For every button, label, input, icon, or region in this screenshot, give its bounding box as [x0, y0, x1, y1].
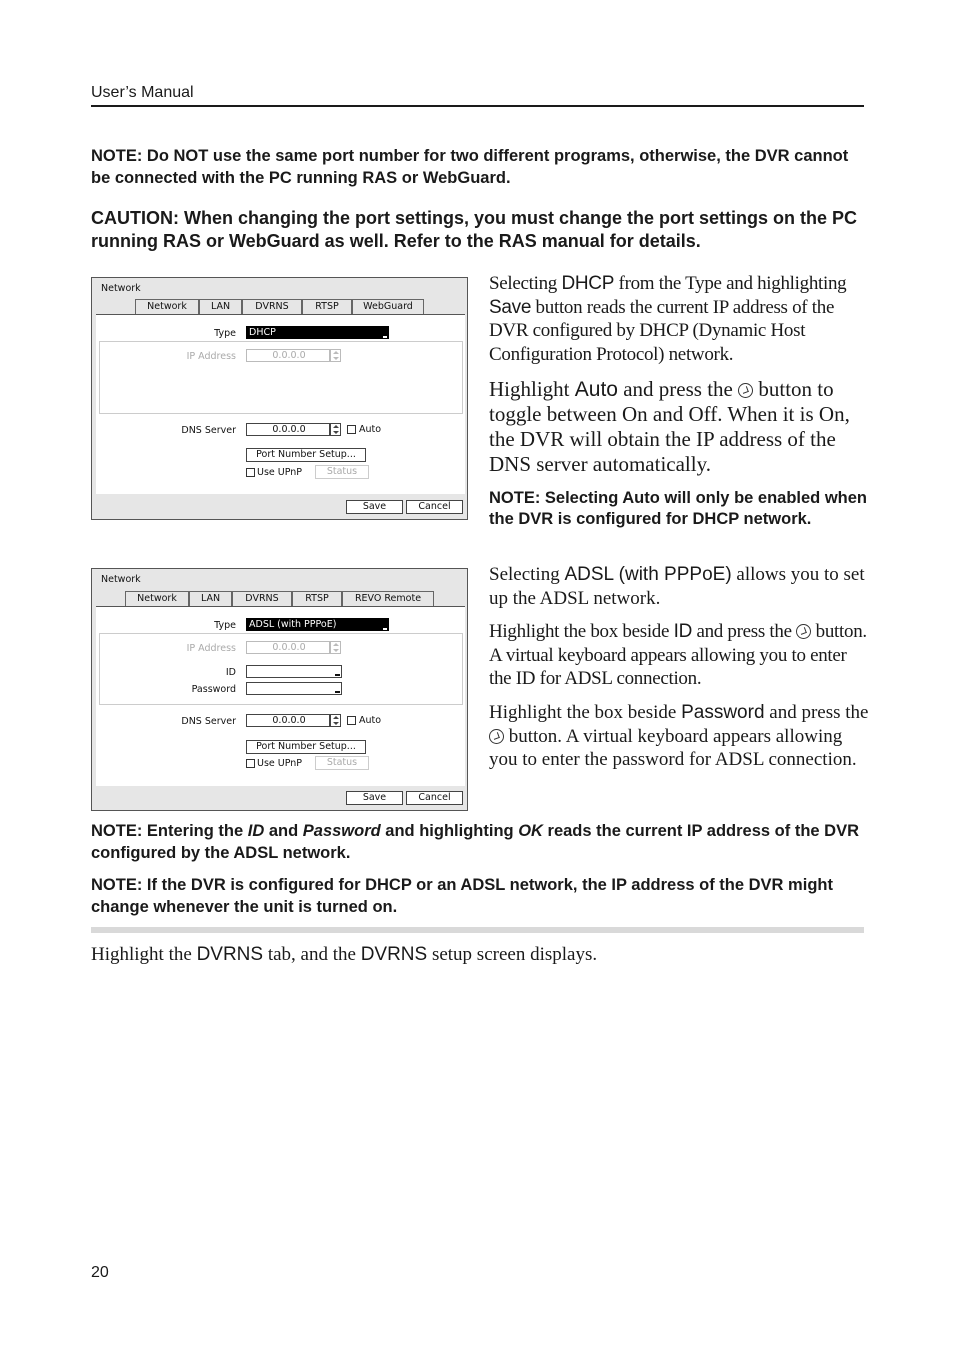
auto-text-a: Highlight: [489, 377, 575, 401]
adsl-note-c: and highlighting: [380, 822, 519, 840]
password-paragraph: [489, 701, 869, 772]
adsl-note-password: Password: [302, 822, 381, 840]
auto-label: Auto: [359, 424, 382, 435]
save-keyword: Save: [489, 296, 532, 318]
save-button[interactable]: Save: [346, 500, 403, 514]
tab-network[interactable]: Network: [135, 299, 199, 314]
adsl-paragraph: [489, 563, 869, 610]
use-upnp-label: Use UPnP: [257, 467, 303, 478]
adsl-note: [91, 821, 866, 864]
caution-note: CAUTION: When changing the port settings, you must change the port settings on the PC running RAS or WebGuard as well. Refer to the RAS manual for details.: [91, 208, 858, 251]
password-label: Password: [191, 684, 236, 695]
dns-server-field[interactable]: 0.0.0.0: [246, 714, 330, 727]
adsl-note-ok: OK: [518, 822, 543, 840]
auto-label: Auto: [359, 715, 382, 726]
auto-note: NOTE: Selecting Auto will only be enabled when the DVR is configured for DHCP network.: [489, 489, 868, 528]
running-header: User’s Manual: [91, 84, 194, 101]
cancel-button[interactable]: Cancel: [406, 500, 463, 514]
adsl-text-a: Selecting: [489, 564, 565, 585]
type-label: Type: [214, 620, 236, 631]
adsl-note-b: and: [264, 822, 303, 840]
dvrns-text-c: setup screen displays.: [427, 944, 598, 965]
adsl-keyword: ADSL (with PPPoE): [564, 564, 732, 585]
type-value: DHCP: [249, 327, 276, 338]
adsl-note-d: reads the current IP address of the DVR configured by the ADSL network.: [91, 822, 859, 862]
adsl-note-id: ID: [247, 822, 265, 840]
network-lan-screen-dhcp: [91, 277, 468, 520]
id-text-c: button. A virtual keyboard appears allowing you to enter the ID for ADSL connection.: [489, 621, 867, 689]
dhcp-text-a: Selecting: [489, 273, 562, 294]
port-number-setup-button[interactable]: Port Number Setup...: [246, 448, 366, 462]
auto-checkbox[interactable]: [347, 425, 356, 434]
password-keyword: Password: [681, 702, 765, 723]
dvrns-paragraph: [91, 944, 597, 966]
id-label: ID: [225, 667, 236, 678]
status-button[interactable]: Status: [315, 465, 369, 479]
cursor-icon: [335, 691, 340, 693]
screen-title: Network: [101, 574, 141, 585]
ip-spinner-icon[interactable]: [330, 349, 341, 362]
enter-button-icon: [796, 624, 811, 639]
ip-address-label: IP Address: [186, 643, 236, 654]
id-keyword: ID: [673, 621, 692, 642]
ip-address-field[interactable]: 0.0.0.0: [246, 349, 330, 362]
type-value: ADSL (with PPPoE): [249, 619, 337, 630]
enter-button-icon: [738, 383, 753, 398]
id-field[interactable]: [246, 665, 342, 678]
ip-spinner-icon[interactable]: [330, 641, 341, 654]
tab-lan[interactable]: LAN: [199, 299, 242, 315]
port-note: NOTE: Do NOT use the same port number for two different programs, otherwise, the DVR cannot be connected with the PC running RAS or WebGuard.: [91, 147, 849, 187]
dns-server-label: DNS Server: [181, 716, 236, 727]
settings-panel: [96, 607, 465, 786]
tab-network[interactable]: Network: [125, 591, 189, 606]
tab-rtsp[interactable]: RTSP: [302, 299, 352, 314]
auto-checkbox[interactable]: [347, 716, 356, 725]
password-text-a: Highlight the box beside: [489, 702, 682, 723]
type-label: Type: [214, 328, 236, 339]
id-text-b: and press the: [692, 621, 797, 642]
settings-panel: [96, 315, 465, 494]
adsl-text-b: allows you to set up the ADSL network.: [489, 564, 865, 609]
dns-spinner-icon[interactable]: [330, 714, 341, 727]
id-text-a: Highlight the box beside: [489, 621, 674, 642]
tab-dvrns[interactable]: DVRNS: [232, 591, 292, 606]
type-select[interactable]: [246, 618, 389, 631]
dns-spinner-icon[interactable]: [330, 423, 341, 436]
use-upnp-checkbox[interactable]: [246, 468, 255, 477]
ip-change-note: NOTE: If the DVR is configured for DHCP or an ADSL network, the IP address of the DVR might change whenever the unit is turned on.: [91, 876, 833, 916]
tab-rtsp[interactable]: RTSP: [292, 591, 342, 606]
auto-text-b: and press the: [617, 377, 739, 401]
dns-server-label: DNS Server: [181, 425, 236, 436]
id-paragraph: [489, 620, 869, 691]
dvrns-text-a: Highlight the: [91, 944, 197, 965]
ip-address-field[interactable]: 0.0.0.0: [246, 641, 330, 654]
tab-webguard[interactable]: WebGuard: [352, 299, 424, 314]
auto-keyword: Auto: [574, 378, 618, 401]
enter-button-icon: [489, 729, 504, 744]
auto-paragraph: [489, 377, 869, 477]
cancel-button[interactable]: Cancel: [406, 791, 463, 805]
header-rule: [91, 105, 864, 107]
status-button[interactable]: Status: [315, 756, 369, 770]
cursor-icon: [335, 674, 340, 676]
chevron-down-icon: [383, 628, 387, 630]
page-number: 20: [91, 1264, 109, 1281]
port-number-setup-button[interactable]: Port Number Setup...: [246, 740, 366, 754]
save-button[interactable]: Save: [346, 791, 403, 805]
auto-text-c: button to toggle between On and Off. When it is On, the DVR will obtain the IP address of the DNS server automatically.: [489, 377, 850, 476]
dvrns-text-b: tab, and the: [263, 944, 361, 965]
dhcp-text-c: button reads the current IP address of the DVR configured by DHCP (Dynamic Host Configuration Protocol) network.: [489, 296, 835, 365]
dhcp-text-b: from the Type and highlighting: [614, 273, 847, 294]
dhcp-paragraph: [489, 272, 869, 366]
network-lan-screen-adsl: [91, 568, 468, 811]
adsl-note-a: NOTE: Entering the: [91, 822, 248, 840]
screen-title: Network: [101, 283, 141, 294]
use-upnp-label: Use UPnP: [257, 758, 303, 769]
dns-server-field[interactable]: 0.0.0.0: [246, 423, 330, 436]
ip-address-label: IP Address: [186, 351, 236, 362]
section-divider: [91, 927, 864, 933]
dhcp-keyword: DHCP: [561, 273, 615, 294]
chevron-down-icon: [383, 336, 387, 338]
tab-dvrns[interactable]: DVRNS: [242, 299, 302, 314]
dvrns-keyword: DVRNS: [196, 944, 264, 965]
type-select[interactable]: [246, 326, 389, 339]
password-text-c: button. A virtual keyboard appears allowing you to enter the password for ADSL connection.: [489, 725, 857, 770]
password-field[interactable]: [246, 682, 342, 695]
tab-lan[interactable]: LAN: [189, 591, 232, 607]
password-text-b: and press the: [764, 702, 869, 723]
use-upnp-checkbox[interactable]: [246, 759, 255, 768]
tab-revo-remote[interactable]: REVO Remote: [342, 591, 434, 606]
dvrns-keyword-2: DVRNS: [360, 944, 428, 965]
